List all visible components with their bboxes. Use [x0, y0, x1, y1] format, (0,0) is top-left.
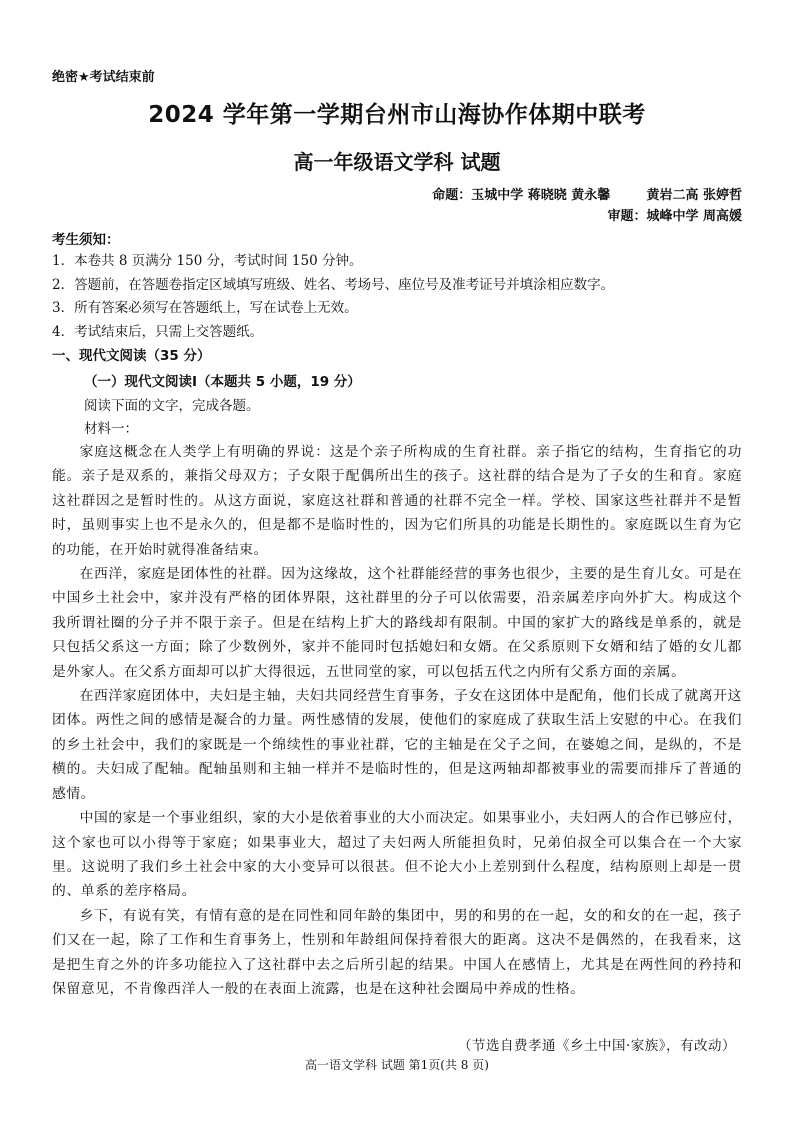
passage-paragraph: 家庭这概念在人类学上有明确的界说：这是个亲子所构成的生育社群。亲子指它的结构，生育指它的功能。亲子是双系的，兼指父母双方；子女限于配偶所出生的孩子。这社群的结合是为了子女的生和育。家庭这社群因之是暂时性的。从这方面说，家庭这社群和普通的社群不完全一样。学校、国家这些社群并不是暂时，虽则事实上也不是永久的，但是都不是临时性的，因为它们所具的功能是长期性的。家庭既以生育为它的功能，在开始时就得准备结束。 [52, 444, 742, 558]
page-footer: 高一语文学科 试题 第1页(共 8 页) [305, 1058, 489, 1072]
notice-list [52, 250, 614, 344]
notice-item: 1．本卷共 8 页满分 150 分，考试时间 150 分钟。 [52, 253, 363, 269]
reading-passage [52, 440, 742, 1001]
passage-paragraph: 在西洋，家庭是团体性的社群。因为这缘故，这个社群能经营的事务也很少，主要的是生育儿女。可是在中国乡土社会中，家并没有严格的团体界限，这社群里的分子可以依需要，沿亲属差序向外扩大。构成这个我所谓社圈的分子并不限于亲子。但是在结构上扩大的路线却有限制。中国的家扩大的路线是单系的，就是只包括父系这一方面；除了少数例外，家并不能同时包括媳妇和女婿。在父系原则下女婿和结了婚的女儿都是外家人。在父系方面却可以扩大得很远，五世同堂的家，可以包括五代之内所有父系方面的亲属。 [52, 566, 742, 680]
notice-item: 2．答题前，在答题卷指定区域填写班级、姓名、考场号、座位号及准考证号并填涂相应数字。 [52, 276, 615, 293]
material-label: 材料一： [84, 421, 138, 437]
passage-paragraph: 在西洋家庭团体中，夫妇是主轴，夫妇共同经营生育事务，子女在这团体中是配角，他们长成了就离开这团体。两性之间的感情是凝合的力量。两性感情的发展，使他们的家庭成了获取生活上安慰的中心。在我们的乡土社会中，我们的家既是一个绵续性的事业社群，它的主轴是在父子之间，在婆媳之间，是纵的，不是横的。夫妇成了配轴。配轴虽则和主轴一样并不是临时性的，但是这两轴却都被事业的需要而排斥了普通的感情。 [52, 688, 742, 802]
reviewer-line: 审题：城峰中学 周高媛 [607, 209, 742, 224]
setter-line: 命题：玉城中学 蒋晓晓 黄永馨 黄岩二高 张婷哲 [432, 188, 742, 203]
reading-instruction: 阅读下面的文字，完成各题。 [84, 398, 260, 414]
notice-item: 3．所有答案必须写在答题纸上，写在试卷上无效。 [52, 300, 358, 316]
notice-title: 考生须知： [52, 232, 120, 248]
passage-paragraph: 乡下，有说有笑，有情有意的是在同性和同年龄的集团中，男的和男的在一起，女的和女的在一起，孩子们又在一起，除了工作和生育事务上，性别和年龄组间保持着很大的距离。这决不是偶然的，在我看来，这是把生育之外的许多功能拉入了这社群中去之后所引起的结果。中国人在感情上，尤其是在两性间的矜持和保留意见，不肯像西洋人一般的在表面上流露，也是在这种社会圈局中养成的性格。 [52, 907, 742, 997]
exam-title: 2024 学年第一学期台州市山海协作体期中联考 [148, 102, 646, 128]
passage-paragraph: 中国的家是一个事业组织，家的大小是依着事业的大小而决定。如果事业小，夫妇两人的合作已够应付，这个家也可以小得等于家庭；如果事业大，超过了夫妇两人所能担负时，兄弟伯叔全可以集合在一个大家里。这说明了我们乡土社会中家的大小变异可以很甚。但不论大小上差别到什么程度，结构原则上却是一贯的、单系的差序格局。 [52, 810, 742, 900]
notice-item: 4．考试结束后，只需上交答题纸。 [52, 323, 264, 340]
section-title: 一、现代文阅读（35 分） [52, 348, 211, 364]
exam-subtitle: 高一年级语文学科 试题 [293, 150, 501, 174]
subsection-title: （一）现代文阅读Ⅰ（本题共 5 小题，19 分） [84, 374, 361, 390]
secret-mark: 绝密★考试结束前 [52, 70, 155, 85]
source-citation: （节选自费孝通《乡土中国·家族》，有改动） [457, 1038, 736, 1054]
